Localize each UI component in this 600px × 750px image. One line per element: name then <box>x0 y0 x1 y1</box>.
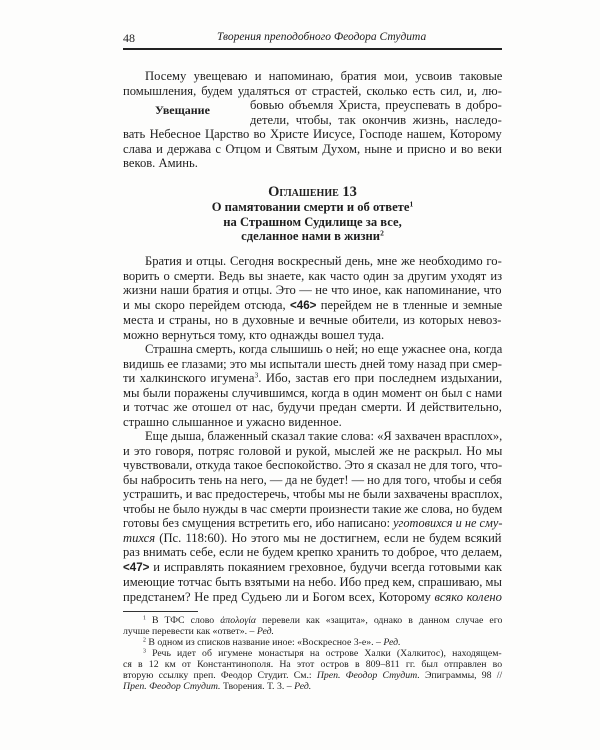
footnote-line <box>143 615 502 626</box>
margin-note: Увещание <box>155 103 210 117</box>
intro-paragraph <box>123 69 502 171</box>
text-run: страшно слышанное и ужасно виденное. <box>123 414 342 429</box>
text-line <box>123 127 502 142</box>
footnote-ref[interactable]: 2 <box>143 637 146 644</box>
text-run: лучше перевести как «ответ». – <box>123 626 257 637</box>
footnote-ref[interactable]: 1 <box>143 615 146 622</box>
text-run: бовью объемля Христа, преуспевать в добро- <box>250 98 502 112</box>
text-line <box>123 560 502 576</box>
page-marker: <47> <box>123 561 150 574</box>
text-line <box>123 84 502 99</box>
text-line <box>123 328 502 343</box>
text-run: Ред. <box>256 626 274 637</box>
text-line <box>123 458 502 473</box>
header-rule <box>123 48 502 50</box>
text-run: уготовихся и не сму- <box>393 516 503 530</box>
text-line <box>123 400 502 415</box>
text-run: слава и держава с Отцом и Святым Духом, ныне и присно и во веки <box>123 141 502 156</box>
text-line <box>145 342 502 357</box>
footnote-line <box>123 626 502 637</box>
text-line <box>123 269 502 284</box>
text-run: видишь ее глазами; это мы испытали шесть дней тому назад при смер- <box>123 356 502 371</box>
footnote-ref[interactable]: 3 <box>254 370 259 380</box>
text-line <box>123 298 502 314</box>
text-run: и мы скоро перейдем отсюда, <box>123 297 290 312</box>
footnote-ref[interactable]: 2 <box>380 228 384 238</box>
text-run: вать Небесное Царство во Христе Иисусе, Господе нашем, Которому <box>123 127 502 141</box>
text-run: имеющие тотчас быть взятыми на небо. Ибо пред кем, спрашиваю, мы <box>123 575 502 589</box>
text-run: раз внимать себе, если не будем крепко хранить то доброе, что делаем, <box>123 545 503 559</box>
text-line <box>123 371 502 386</box>
text-run: Братия и отцы. Сегодня воскресный день, мне же необходимо го- <box>145 254 502 268</box>
text-run: устрашить, и вас предостеречь, чтобы мы не были захвачены врасплох, <box>123 487 503 501</box>
running-title: Творения преподобного Феодора Студита <box>217 31 427 43</box>
text-line <box>123 283 502 298</box>
footnote-ref[interactable]: 3 <box>143 648 146 655</box>
text-run: вторую ссылку преп. Феодор Студит. См.: <box>123 670 317 681</box>
footnote-line <box>143 648 502 659</box>
text-line <box>123 386 502 401</box>
text-run: перейдем не в тленные и земные <box>316 297 503 312</box>
sermon-body <box>123 254 502 604</box>
text-run: мы были поражены случившимся, когда в один момент он был с нами <box>123 385 503 400</box>
footnotes <box>123 615 502 692</box>
text-run: В ТФС слово <box>145 615 221 626</box>
text-line <box>123 142 502 157</box>
text-run: ти халкинского игумена <box>123 371 255 385</box>
text-run: веков. Аминь. <box>123 156 198 170</box>
text-line <box>123 502 502 517</box>
text-run: помышления, будем удаляться от страстей, сколько есть сил, и, лю- <box>123 83 502 98</box>
text-line <box>123 156 502 171</box>
text-line <box>250 113 502 128</box>
subtitle-text: О памятовании смерти и об ответе <box>211 200 410 214</box>
text-line <box>123 487 502 502</box>
text-run: Творения. Т. 3. – <box>220 681 295 692</box>
text-line <box>123 473 502 488</box>
text-run: Еще дыша, блаженный сказал такие слова: «Я захвачен врасплох», <box>145 429 503 443</box>
footnote-rule <box>123 611 198 612</box>
footnote-line <box>123 681 502 692</box>
text-run: и исправлять покаянием греховное, будучи всегда готовыми как <box>149 559 502 574</box>
text-run: перевели как «защита», однако в данном случае его <box>256 615 503 626</box>
text-line <box>123 590 502 605</box>
text-run: Страшна смерть, когда слышишь о ней; но еще ужаснее она, когда <box>145 342 503 356</box>
text-run: Ред. <box>294 681 312 692</box>
text-run: чтобы не было нужды в час смерти произнести такие же слова, но будем <box>123 501 503 516</box>
text-run: . Ибо, застав его при последнем издыхании, <box>258 371 503 385</box>
footnote-ref[interactable]: 1 <box>409 199 414 209</box>
sermon-title: Оглашение 13 <box>268 184 357 200</box>
footnote-line <box>123 659 502 670</box>
text-run: В одном из списков название иное: «Воскресное 3-е». – <box>145 637 384 648</box>
sermon-heading <box>123 184 502 244</box>
text-run: чувствовали, откуда такое беспокойство. Это я сказал не для того, что- <box>123 458 503 472</box>
text-run: ся в 12 км от Константинополя. На этот остров в 809–811 гг. был отправлен во <box>123 659 503 670</box>
page-marker: <46> <box>290 299 317 312</box>
text-run: Речь идет об игумене монастыря на острове Халки (Халкитос), находящем- <box>145 648 502 659</box>
text-run: можно вернуться тому, кто однажды вошел туда. <box>123 327 385 342</box>
text-run: Эпиграммы, 98 // <box>419 670 503 681</box>
text-run: Преп. Феодор Студит. <box>123 681 221 692</box>
text-run: предстанем? Не пред Судьею ли и Богом всех, Которому <box>123 589 435 604</box>
footnote-line <box>143 637 502 648</box>
page-number: 48 <box>123 31 135 45</box>
text-run: Ред. <box>383 637 401 648</box>
text-line <box>123 444 502 459</box>
text-line <box>123 357 502 372</box>
text-line <box>123 531 502 546</box>
text-run: детели, чтобы, так окончив жизнь, наследо- <box>250 112 502 127</box>
text-line <box>145 429 502 444</box>
text-run: тихся <box>123 530 156 545</box>
text-run: Преп. Феодор Студит. <box>316 670 420 681</box>
text-line <box>250 98 502 113</box>
text-run: ἀπολογία <box>220 615 257 626</box>
text-run: всяко колено <box>434 589 502 604</box>
text-run: и тотчас же отошел от нас, будучи предан смерти. И действительно, <box>123 400 502 414</box>
text-run: ворить о смерти. Ведь вы знаете, как часто один за другим уходят из <box>123 268 503 283</box>
text-run: и это говоря, потряс головой и рукой, мыслей же не раскрыл. Но мы <box>123 443 503 458</box>
text-run: места и страны, но в духовные и вечные обители, из которых невоз- <box>123 313 502 327</box>
text-run: бы набросить тень на него, — да не будет! — но для того, чтобы и себя <box>123 472 502 487</box>
sermon-subtitle-line <box>123 229 502 244</box>
text-line <box>123 516 502 531</box>
text-run: Посему увещеваю и напоминаю, братия мои, усвоив таковые <box>145 69 503 83</box>
text-line <box>123 313 502 328</box>
text-line <box>123 575 502 590</box>
text-line <box>145 254 502 269</box>
text-run: готовы без смущения встретить его, ибо написано: <box>123 516 394 530</box>
text-line <box>145 69 502 84</box>
text-run: (Пс. 118:60). Но этого мы не достигнем, если не будем всякий <box>155 530 502 545</box>
text-line <box>123 415 502 430</box>
text-run: жизни наши братия и отцы. Это — не что иное, как напоминание, что <box>123 283 502 297</box>
subtitle-text: сделанное нами в жизни <box>241 229 381 243</box>
text-line <box>123 545 502 560</box>
sermon-subtitle-line: на Страшном Судилище за все, <box>223 214 402 229</box>
footnote-line <box>123 670 502 681</box>
sermon-subtitle-line <box>123 200 502 215</box>
